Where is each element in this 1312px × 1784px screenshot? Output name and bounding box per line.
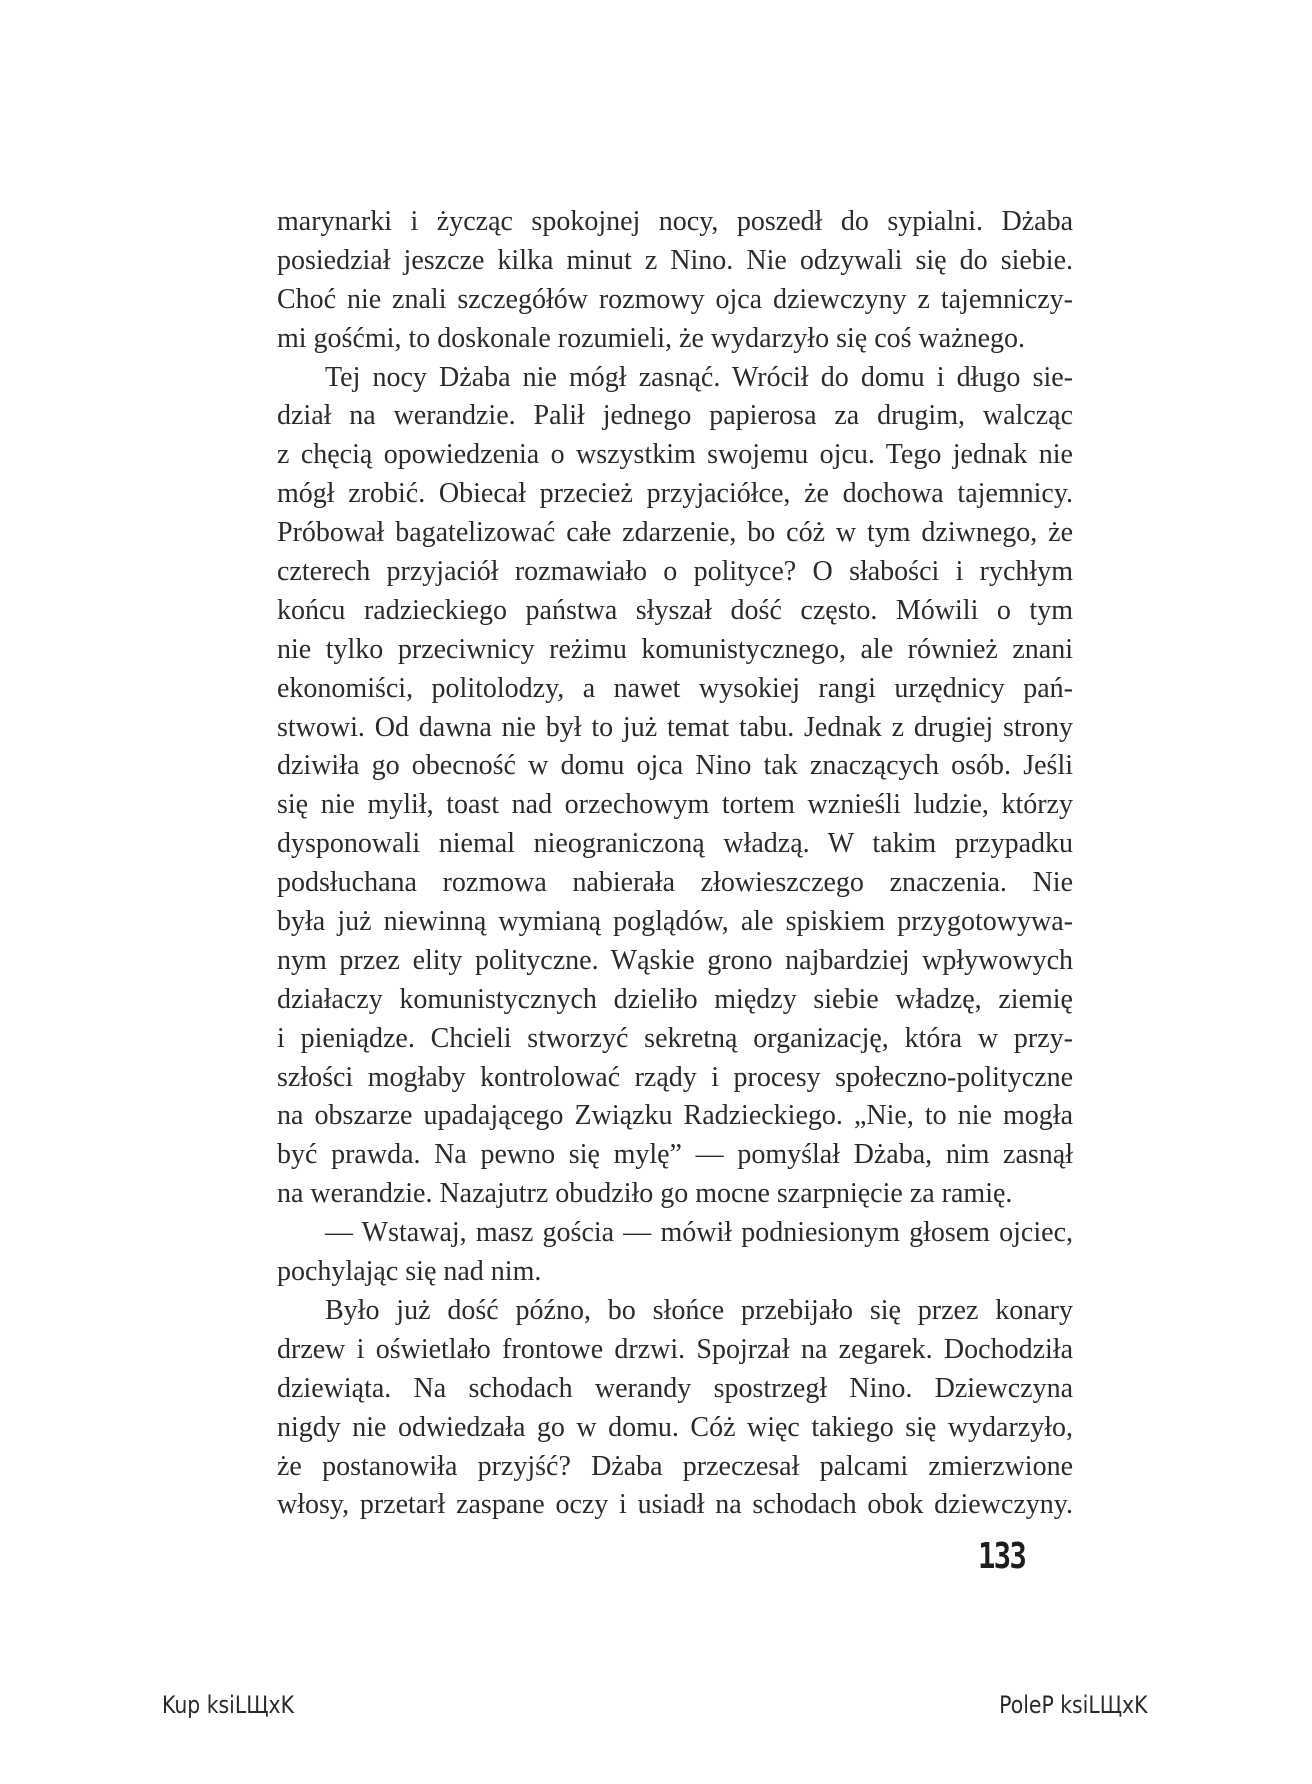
text-line: szłości mogłaby kontrolować rządy i procesy społeczno-polityczne	[277, 1061, 1073, 1093]
text-line: się nie mylił, toast nad orzechowym tortem wznieśli ludzie, którzy	[277, 789, 1073, 821]
text-line: Tej nocy Dżaba nie mógł zasnąć. Wrócił do domu i długo sie-	[325, 361, 1073, 393]
text-line: końcu radzieckiego państwa słyszał dość często. Mówili o tym	[277, 594, 1073, 626]
text-line: pochylając się nad nim.	[277, 1256, 542, 1288]
page-body-text	[277, 203, 1073, 1525]
text-line: działaczy komunistycznych dzieliło między siebie władzę, ziemię	[277, 983, 1073, 1015]
text-line: nigdy nie odwiedzała go w domu. Cóż więc takiego się wydarzyło,	[277, 1411, 1073, 1443]
text-line: na werandzie. Nazajutrz obudziło go mocne szarpnięcie za ramię.	[277, 1178, 1013, 1210]
text-line: czterech przyjaciół rozmawiało o polityce? O słabości i rychłym	[277, 556, 1073, 588]
text-line: dziewiąta. Na schodach werandy spostrzegł Nino. Dziewczyna	[277, 1372, 1073, 1404]
text-line: nie tylko przeciwnicy reżimu komunistycznego, ale również znani	[277, 633, 1073, 665]
text-line: mógł zrobić. Obiecał przecież przyjaciółce, że dochowa tajemnicy.	[277, 478, 1073, 510]
text-line: że postanowiła przyjść? Dżaba przeczesał palcami zmierzwione	[277, 1450, 1073, 1482]
text-line: marynarki i życząc spokojnej nocy, poszedł do sypialni. Dżaba	[277, 206, 1073, 237]
text-line: — Wstawaj, masz gościa — mówił podniesionym głosem ojciec,	[325, 1217, 1073, 1249]
text-line: włosy, przetarł zaspane oczy i usiadł na schodach obok dziewczyny.	[277, 1489, 1073, 1521]
text-line: była już niewinną wymianą poglądów, ale spiskiem przygotowywa-	[277, 906, 1073, 938]
text-line: i pieniądze. Chcieli stworzyć sekretną organizację, która w przy-	[277, 1022, 1073, 1054]
text-line: z chęcią opowiedzenia o wszystkim swojemu ojcu. Tego jednak nie	[277, 439, 1073, 471]
footer-buy-book-link[interactable]: Kup ksiLЩxK	[162, 1691, 294, 1719]
text-line: dziwiła go obecność w domu ojca Nino tak znaczących osób. Jeśli	[277, 750, 1073, 782]
text-line: dział na werandzie. Palił jednego papierosa za drugim, walcząc	[277, 400, 1073, 432]
text-line: Choć nie znali szczegółów rozmowy ojca dziewczyny z tajemniczy-	[277, 283, 1073, 315]
text-line: nym przez elity polityczne. Wąskie grono najbardziej wpływowych	[277, 944, 1073, 976]
text-line: podsłuchana rozmowa nabierała złowieszczego znaczenia. Nie	[277, 867, 1073, 899]
text-line: być prawda. Na pewno się mylę” — pomyślał Dżaba, nim zasnął	[277, 1139, 1073, 1171]
text-line: ekonomiści, politolodzy, a nawet wysokiej rangi urzędnicy pań-	[277, 672, 1073, 704]
page-number: 133	[978, 1536, 1026, 1577]
text-line: Próbował bagatelizować całe zdarzenie, bo cóż w tym dziwnego, że	[277, 517, 1073, 549]
text-line: mi gośćmi, to doskonale rozumieli, że wydarzyło się coś ważnego.	[277, 322, 1026, 354]
text-line: stwowi. Od dawna nie był to już temat tabu. Jednak z drugiej strony	[277, 711, 1073, 743]
footer-recommend-book-link[interactable]: PoleP ksiLЩxK	[998, 1691, 1147, 1719]
text-line: posiedział jeszcze kilka minut z Nino. Nie odzywali się do siebie.	[277, 244, 1073, 276]
text-line: dysponowali niemal nieograniczoną władzą. W takim przypadku	[277, 828, 1073, 860]
text-line: na obszarze upadającego Związku Radzieckiego. „Nie, to nie mogła	[277, 1100, 1073, 1132]
text-line: drzew i oświetlało frontowe drzwi. Spojrzał na zegarek. Dochodziła	[277, 1333, 1073, 1365]
text-line: Było już dość późno, bo słońce przebijało się przez konary	[325, 1294, 1073, 1326]
